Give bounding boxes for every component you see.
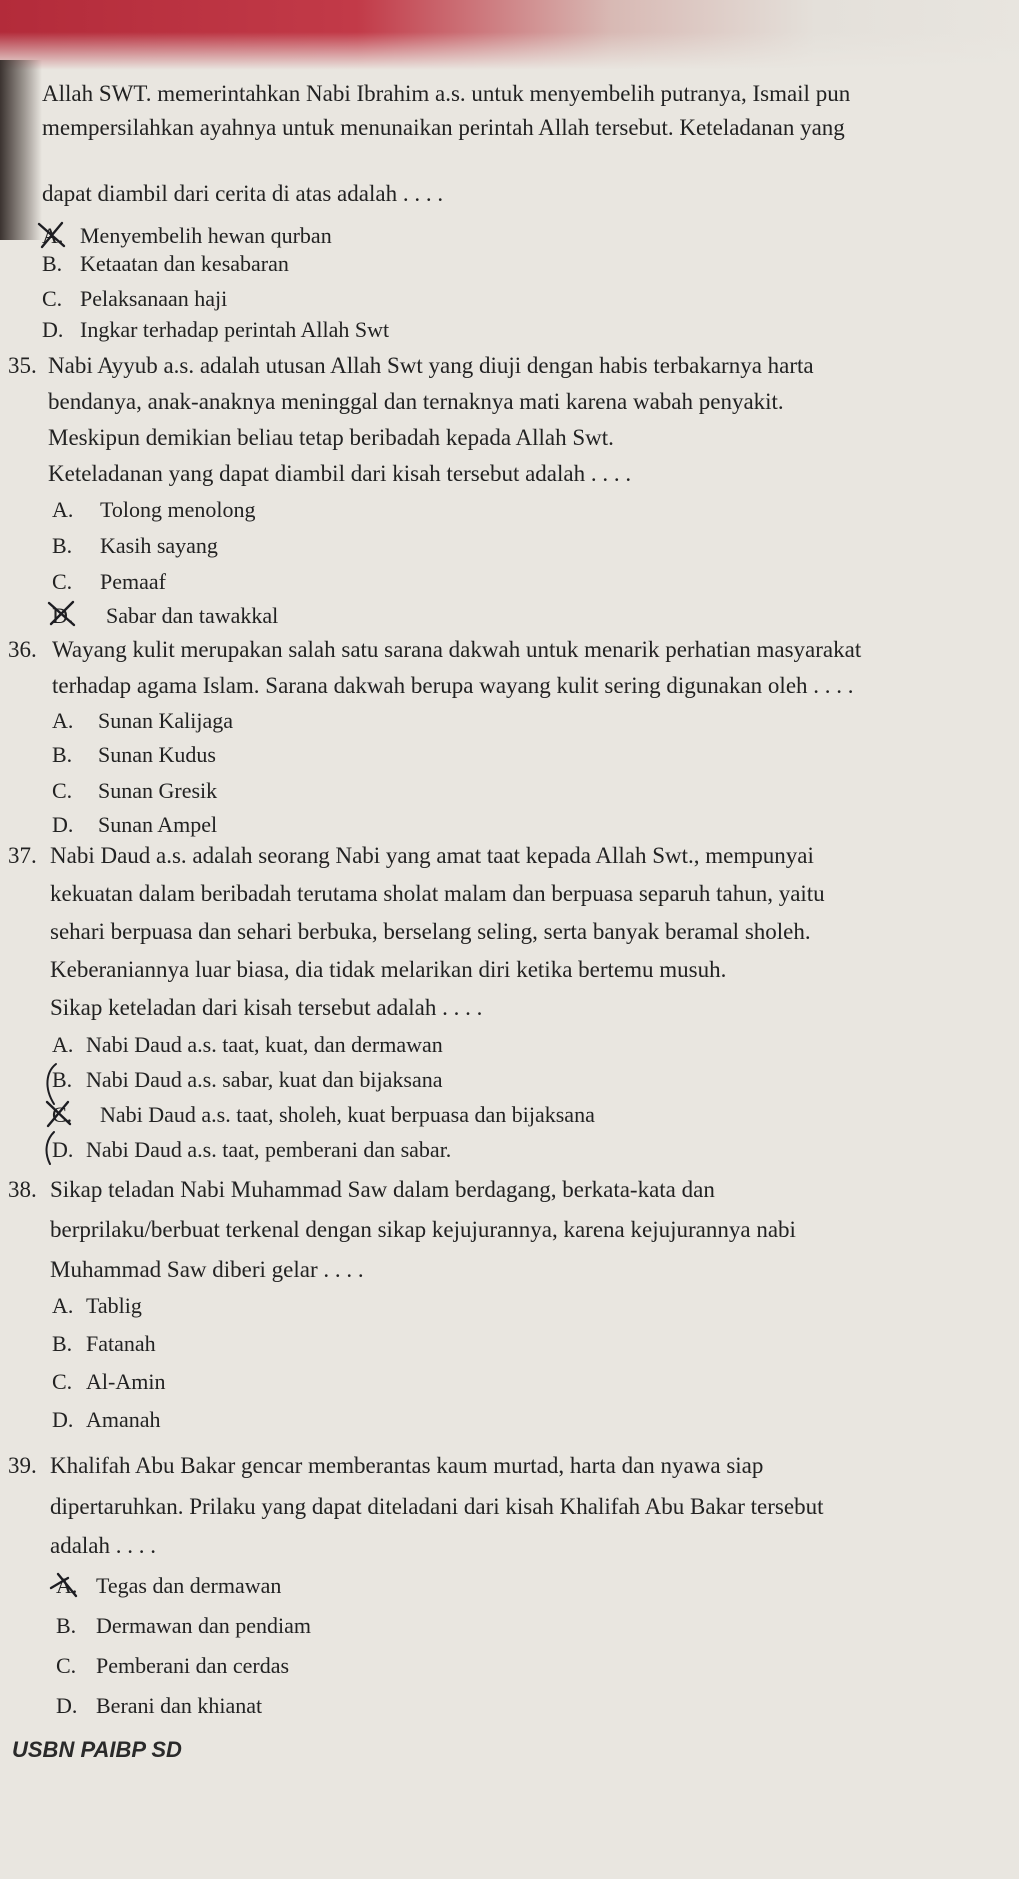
option-letter: D. (52, 603, 74, 628)
option-text: Berani dan khianat (96, 1693, 263, 1718)
option-text: Sunan Kalijaga (98, 708, 234, 733)
option-letter: B. (52, 1331, 73, 1356)
question-line: Wayang kulit merupakan salah satu sarana dakwah untuk menarik perhatian masyarakat (52, 637, 862, 662)
option-letter: C. (42, 286, 63, 311)
option-text: Nabi Daud a.s. taat, pemberani dan sabar. (86, 1137, 452, 1162)
option-text: Amanah (86, 1407, 161, 1432)
question-line: Khalifah Abu Bakar gencar memberantas kaum murtad, harta dan nyawa siap (50, 1453, 764, 1478)
question-line: Meskipun demikian beliau tetap beribadah kepada Allah Swt. (48, 425, 614, 450)
option-letter: C. (52, 569, 73, 594)
option-letter: A. (52, 497, 74, 522)
option-text: Al-Amin (86, 1369, 166, 1394)
option-text: Kasih sayang (100, 533, 218, 558)
option-text: Ketaatan dan kesabaran (80, 251, 289, 276)
answer-cross-mark (48, 1570, 82, 1600)
option-text: Sunan Ampel (98, 812, 218, 837)
option-letter: C. (52, 778, 73, 803)
question-line: Muhammad Saw diberi gelar . . . . (50, 1257, 364, 1282)
question-line: berprilaku/berbuat terkenal dengan sikap kejujurannya, karena kejujurannya nabi (50, 1217, 796, 1242)
option-text: Nabi Daud a.s. taat, kuat, dan dermawan (86, 1032, 443, 1057)
footer-label: USBN PAIBP SD (12, 1737, 182, 1762)
question-line: Keteladanan yang dapat diambil dari kisah tersebut adalah . . . . (48, 461, 632, 486)
question-line: Nabi Daud a.s. adalah seorang Nabi yang amat taat kepada Allah Swt., mempunyai (50, 843, 814, 868)
option-letter: B. (42, 251, 63, 276)
option-letter: C. (52, 1102, 73, 1127)
question-number: 39. (8, 1453, 37, 1478)
option-letter: A. (52, 1293, 74, 1318)
option-letter: A. (56, 1573, 78, 1598)
option-text: Tablig (86, 1293, 142, 1318)
question-number: 36. (8, 637, 37, 662)
option-text: Pemberani dan cerdas (96, 1653, 290, 1678)
question-line: bendanya, anak-anaknya meninggal dan ternaknya mati karena wabah penyakit. (48, 389, 784, 414)
option-letter: D. (52, 1137, 74, 1162)
answer-cross-mark (44, 1098, 78, 1128)
continuation-line: mempersilahkan ayahnya untuk menunaikan perintah Allah tersebut. Keteladanan yang (42, 115, 845, 140)
option-letter: D. (52, 1407, 74, 1432)
question-line: Nabi Ayyub a.s. adalah utusan Allah Swt yang diuji dengan habis terbakarnya harta (48, 353, 814, 378)
option-letter: B. (56, 1613, 77, 1638)
option-letter: D. (52, 812, 74, 837)
option-text: Ingkar terhadap perintah Allah Swt (80, 317, 390, 342)
question-line: Sikap teladan Nabi Muhammad Saw dalam berdagang, berkata-kata dan (50, 1177, 715, 1202)
question-number: 37. (8, 843, 37, 868)
question-line: Sikap keteladan dari kisah tersebut adalah . . . . (50, 995, 483, 1020)
option-text: Fatanah (86, 1331, 156, 1356)
question-line: dipertaruhkan. Prilaku yang dapat diteladani dari kisah Khalifah Abu Bakar tersebut (50, 1494, 824, 1519)
option-text: Tolong menolong (100, 497, 256, 522)
option-letter: D. (42, 317, 64, 342)
option-letter: A. (42, 223, 64, 248)
option-letter: B. (52, 742, 73, 767)
option-letter: B. (52, 533, 73, 558)
option-text: Menyembelih hewan qurban (80, 223, 332, 248)
option-letter: C. (56, 1653, 77, 1678)
option-letter: A. (52, 708, 74, 733)
option-text: Tegas dan dermawan (96, 1573, 282, 1598)
question-line: sehari berpuasa dan sehari berbuka, berselang seling, serta banyak beramal sholeh. (50, 919, 811, 944)
answer-bracket-mark (38, 1130, 58, 1166)
option-text: Sunan Kudus (98, 742, 216, 767)
option-text: Sunan Gresik (98, 778, 218, 803)
question-number: 35. (8, 353, 37, 378)
option-text: Dermawan dan pendiam (96, 1613, 312, 1638)
option-letter: C. (52, 1369, 73, 1394)
option-text: Nabi Daud a.s. taat, sholeh, kuat berpuasa dan bijaksana (100, 1102, 595, 1127)
question-line: kekuatan dalam beribadah terutama sholat malam dan berpuasa separuh tahun, yaitu (50, 881, 825, 906)
answer-cross-mark (36, 220, 70, 250)
question-number: 38. (8, 1177, 37, 1202)
option-text: Nabi Daud a.s. sabar, kuat dan bijaksana (86, 1067, 443, 1092)
option-letter: B. (52, 1067, 73, 1092)
option-text: Pemaaf (100, 569, 166, 594)
option-letter: A. (52, 1032, 74, 1057)
option-letter: D. (56, 1693, 78, 1718)
question-line: adalah . . . . (50, 1533, 157, 1558)
continuation-line: dapat diambil dari cerita di atas adalah . . . . (42, 181, 444, 206)
question-line: Keberaniannya luar biasa, dia tidak melarikan diri ketika bertemu musuh. (50, 957, 727, 982)
answer-cross-mark (46, 598, 80, 628)
continuation-line: Allah SWT. memerintahkan Nabi Ibrahim a.s. untuk menyembelih putranya, Ismail pun (42, 81, 851, 106)
option-text: Pelaksanaan haji (80, 286, 228, 311)
option-text: Sabar dan tawakkal (106, 603, 279, 628)
question-line: terhadap agama Islam. Sarana dakwah berupa wayang kulit sering digunakan oleh . . . . (52, 673, 854, 698)
